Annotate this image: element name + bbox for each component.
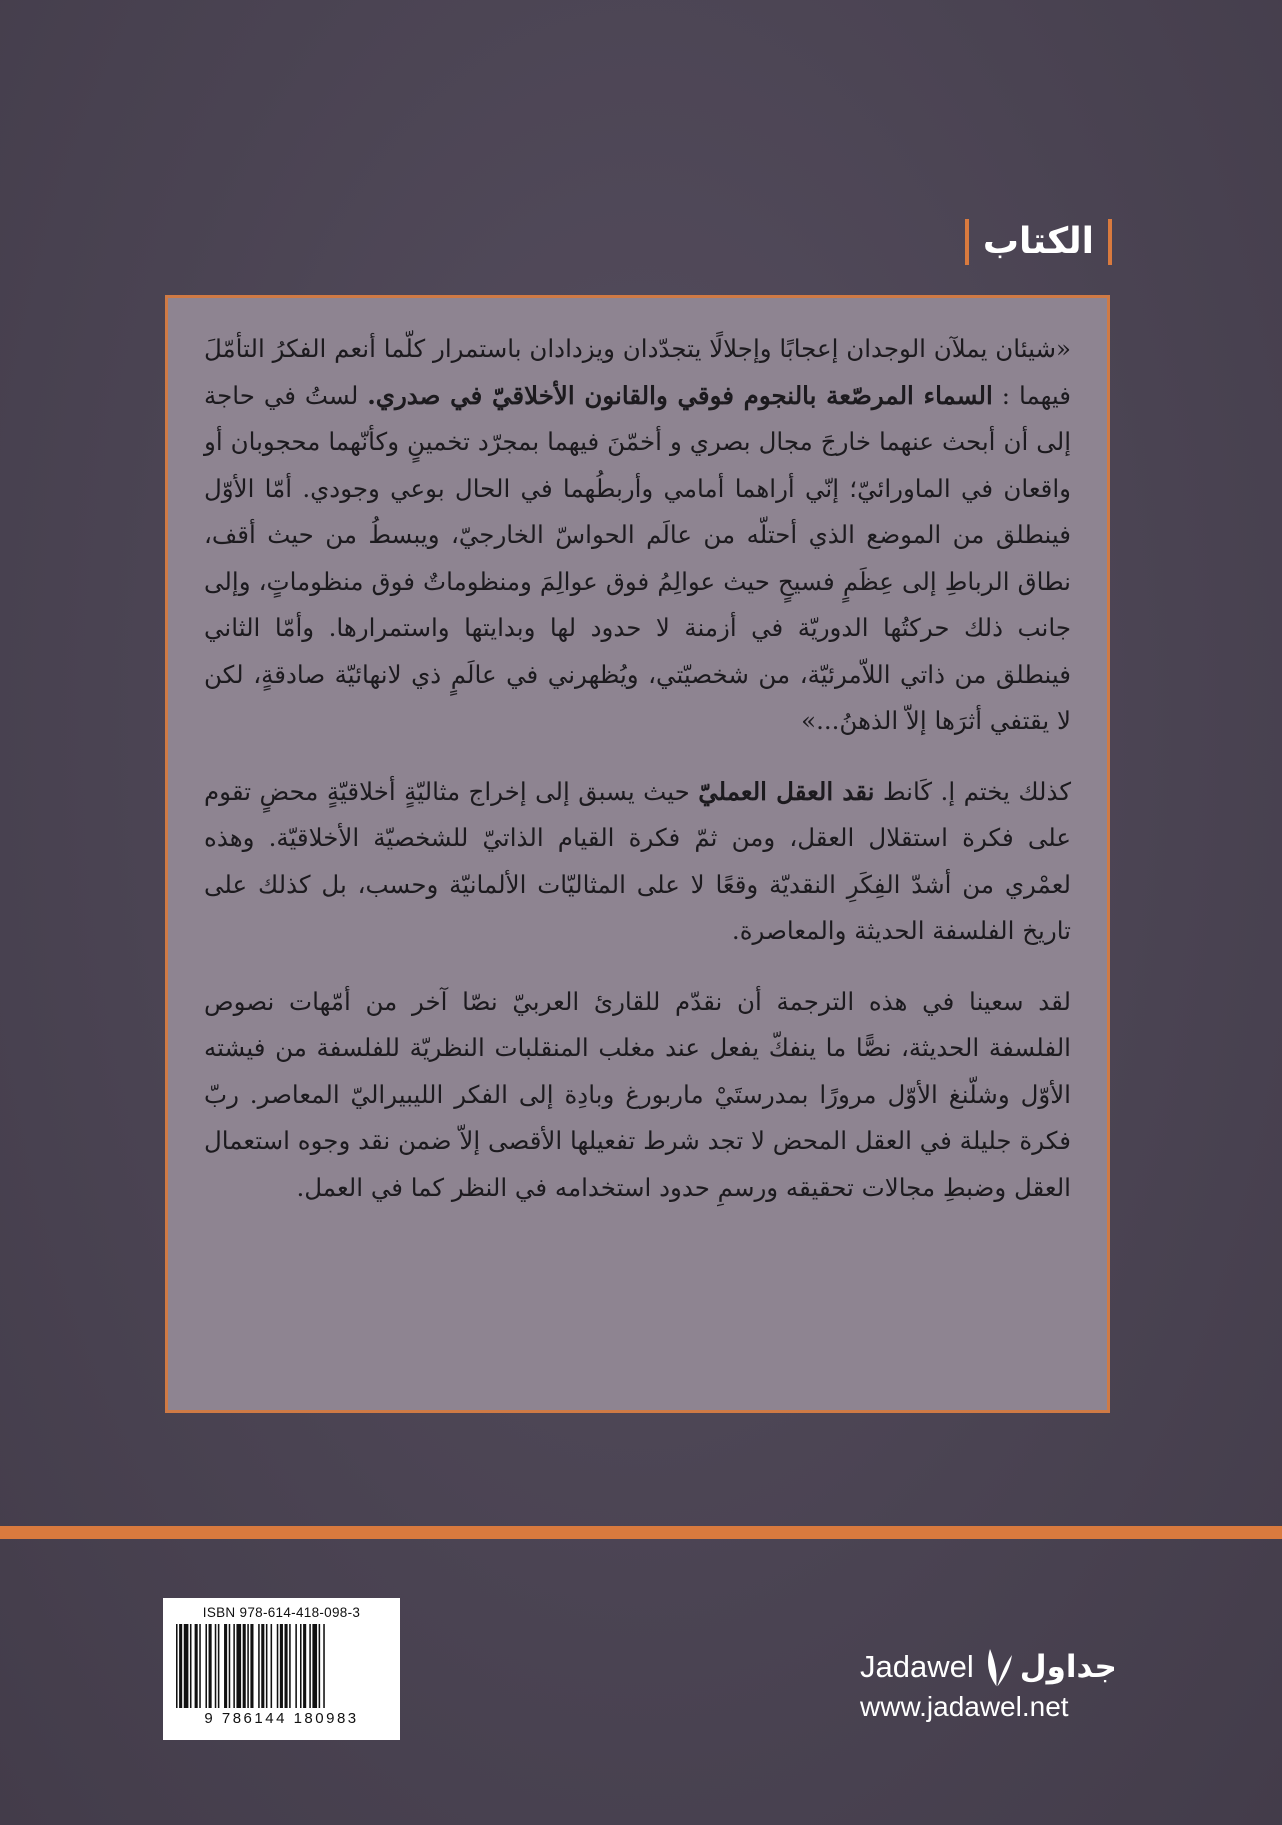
- barcode-digits: 9 786144 180983: [204, 1710, 359, 1727]
- blurb-box: [165, 295, 1110, 1413]
- heading-bar-left: [965, 219, 969, 265]
- publisher-leaf-icon: [980, 1645, 1014, 1689]
- section-heading: [965, 216, 1112, 268]
- quote-part-3: لستُ في حاجة إلى أن أبحث عنهما خارجَ مجال بصري و أخمّنَ فيهما بمجرّد تخمينٍ وكأنّهما محجوبان أو واقعان في الماورائيّ؛ إنّي أراهما أمامي وأربطُهما في الحال بوعي وجودي. أمّا الأوّل فينطلق من الموضع الذي أحتلّه من عالَم الحواسّ الخارجيّ، ويبسطُ من حيث أقف، نطاق الرباطِ إلى عِظَمٍ فسيحٍ حيث عوالِمُ فوق عوالِمَ ومنظوماتٌ فوق منظوماتٍ، وإلى جانب ذلك حركتُها الدوريّة في أزمنة لا حدود لها وبدايتها واستمرارها. وأمّا الثاني فينطلق من ذاتي اللاّمرئيّة، من شخصيّتي، ويُظهرني في عالَمٍ ذي لانهائيّة صادقةٍ، لكن لا يقتفي أثرَها إلاّ الذهنُ...»: [204, 380, 1071, 735]
- blurb-paragraph-quote: [204, 326, 1071, 745]
- isbn-number: ISBN 978-614-418-098-3: [202, 1605, 361, 1620]
- publisher-url: www.jadawel.net: [860, 1691, 1069, 1722]
- barcode-graphic: [174, 1624, 389, 1708]
- quote-bold-phrase: السماء المرصّعة بالنجوم فوقي والقانون الأخلاقيّ في صدري.: [367, 380, 993, 410]
- heading-bar-right: [1108, 219, 1112, 265]
- publisher-logo: [860, 1645, 1130, 1745]
- orange-divider: [0, 1526, 1282, 1539]
- kant-book-title: نقد العقل العمليّ: [698, 776, 875, 806]
- kant-part-3: حيث يسبق إلى إخراج مثاليّةٍ أخلاقيّةٍ محضٍ تقوم على فكرة استقلال العقل، ومن ثمّ فكرة القيام الذاتيّ للشخصيّة الأخلاقيّة. وهذه لعمْري من أشدّ الفِكَرِ النقديّة وقعًا لا على المثاليّات الألمانيّة وحسب، بل كذلك على تاريخ الفلسفة الحديثة والمعاصرة.: [204, 776, 1071, 945]
- publisher-name-latin: Jadawel: [860, 1649, 974, 1684]
- translation-text: لقد سعينا في هذه الترجمة أن نقدّم للقارئ العربيّ نصّا آخر من أمّهات نصوص الفلسفة الحديثة، نصًّا ما ينفكّ يفعل عند مغلب المنقلبات النظريّة للفلسفة من فيشته الأوّل وشلّنغ الأوّل مرورًا بمدرستَيْ ماربورغ وبادِة إلى الفكر الليبيراليّ المعاصر. ربّ فكرة جليلة في العقل المحض لا تجد شرط تفعيلها الأقصى إلاّ ضمن نقد وجوه استعمال العقل وضبطِ مجالات تحقيقه ورسمِ حدود استخدامه في النظر كما في العمل.: [204, 986, 1071, 1202]
- isbn-barcode: [163, 1598, 400, 1740]
- publisher-name-arabic: جداول: [1019, 1649, 1117, 1685]
- blurb-paragraph-kant: [204, 769, 1071, 955]
- blurb-paragraph-translation: [204, 979, 1071, 1212]
- quote-part-1: «شيئان يملآن الوجدان إعجابًا وإجلالًا يتجدّدان ويزدادان باستمرار كلّما أنعم الفكرُ التأمّلَ فيهما :: [204, 334, 1072, 410]
- kant-part-1: كذلك يختم إ. كَانط: [874, 776, 1071, 806]
- heading-label: الكتاب: [982, 221, 1094, 262]
